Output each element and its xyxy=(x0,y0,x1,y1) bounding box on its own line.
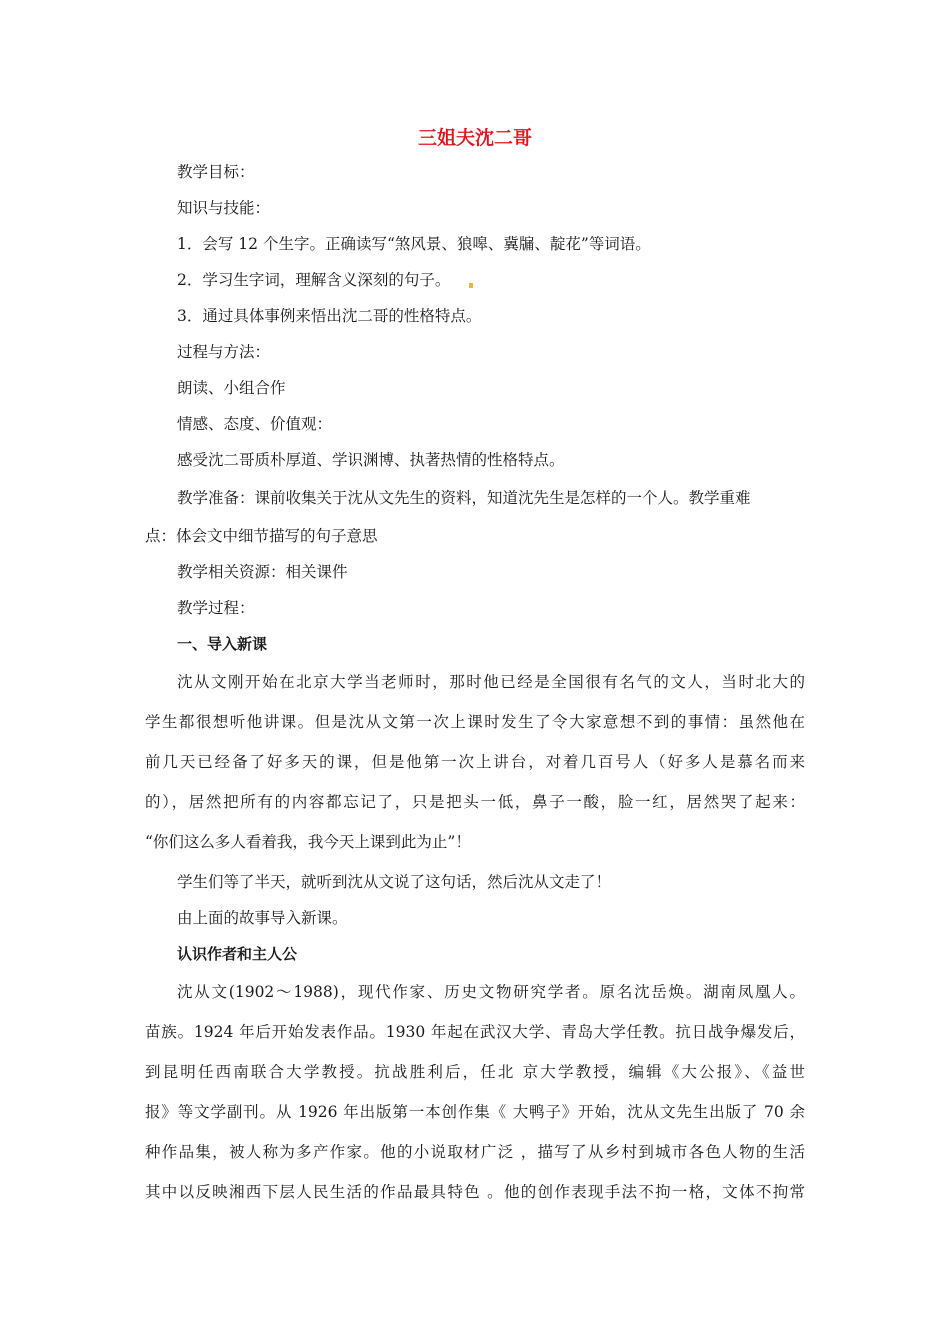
para-author-line-5: 种作品集，被人称为多产作家。他的小说取材广泛 ，描写了从乡村到城市各色人物的生活 xyxy=(145,1143,805,1161)
line-reading-group: 朗读、小组合作 xyxy=(177,379,286,397)
para-author-line-3: 到昆明任西南联合大学教授。抗战胜利后，任北 京大学教授，编辑《大公报》、《益世 xyxy=(145,1063,805,1081)
line-feel-character: 感受沈二哥质朴厚道、学识渊博、执著热情的性格特点。 xyxy=(177,451,565,469)
line-goal-1: 1．会写 12 个生字。正确读写“煞风景、狼嗥、冀牖、靛花”等词语。 xyxy=(177,235,651,253)
line-lead-in: 由上面的故事导入新课。 xyxy=(177,909,348,927)
para-intro-line-5: “你们这么多人看着我，我今天上课到此为止”！ xyxy=(145,833,471,851)
heading-author: 认识作者和主人公 xyxy=(177,945,298,963)
para-author-line-6: 其中以反映湘西下层人民生活的作品最具特色 。他的创作表现手法不拘一格，文体不拘常 xyxy=(145,1183,805,1201)
line-process-methods: 过程与方法： xyxy=(177,343,271,361)
line-goal-3: 3．通过具体事例来悟出沈二哥的性格特点。 xyxy=(177,307,482,325)
document-title: 三姐夫沈二哥 xyxy=(417,127,532,149)
line-knowledge-skills: 知识与技能： xyxy=(177,199,271,217)
line-students-waited: 学生们等了半天，就听到沈从文说了这句话，然后沈从文走了！ xyxy=(177,873,612,891)
highlight-mark xyxy=(469,283,473,288)
line-teaching-process: 教学过程： xyxy=(177,599,255,617)
para-intro-line-1: 沈从文刚开始在北京大学当老师时，那时他已经是全国很有名气的文人，当时北大的 xyxy=(177,673,805,691)
line-teaching-goals: 教学目标： xyxy=(177,163,255,181)
line-goal-2: 2．学习生字词，理解含义深刻的句子。 xyxy=(177,271,451,289)
para-author-line-2: 苗族。1924 年后开始发表作品。1930 年起在武汉大学、青岛大学任教。抗日战争爆发后， xyxy=(145,1023,805,1041)
line-preparation: 教学准备：课前收集关于沈从文先生的资料，知道沈先生是怎样的一个人。教学重难 xyxy=(177,489,751,507)
para-intro-line-2: 学生都很想听他讲课。但是沈从文第一次上课时发生了令大家意想不到的事情：虽然他在 xyxy=(145,713,805,731)
para-author-line-1: 沈从文(1902～1988)，现代作家、历史文物研究学者。原名沈岳焕。湖南凤凰人。 xyxy=(177,983,805,1001)
line-emotion-values: 情感、态度、价值观： xyxy=(177,415,333,433)
para-author-line-4: 报》等文学副刊。从 1926 年出版第一本创作集《 大鸭子》开始，沈从文先生出版了 70 余 xyxy=(145,1103,805,1121)
line-resources: 教学相关资源：相关课件 xyxy=(177,563,348,581)
line-key-points: 点：体会文中细节描写的句子意思 xyxy=(145,527,378,545)
para-intro-line-3: 前几天已经备了好多天的课，但是他第一次上讲台，对着几百号人（好多人是慕名而来 xyxy=(145,753,805,771)
heading-intro: 一、导入新课 xyxy=(177,635,268,653)
para-intro-line-4: 的），居然把所有的内容都忘记了，只是把头一低，鼻子一酸，脸一红，居然哭了起来： xyxy=(145,793,805,811)
